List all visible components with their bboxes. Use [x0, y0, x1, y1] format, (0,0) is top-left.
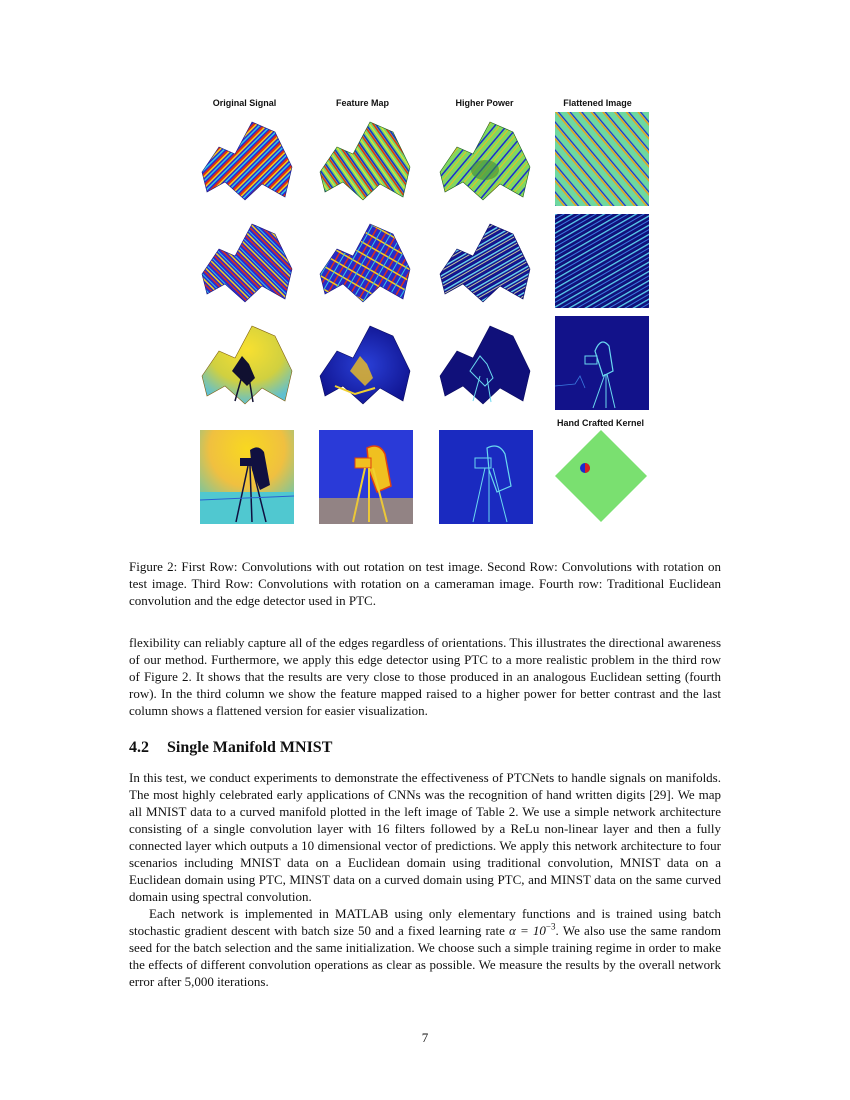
paragraph-3-text-a: Each network is implemented in MATLAB using only elementary functions and is trained using batch stochastic gradient descent with batch size 50 and a fixed learning rate — [129, 906, 721, 938]
row3-higher-power-surface — [435, 316, 535, 406]
row3-flattened-image — [555, 316, 649, 410]
row4-original-cameraman-image — [200, 430, 294, 524]
figure — [195, 98, 655, 528]
learning-rate-exponent: −3 — [545, 921, 556, 932]
row2-feature-map-surface — [315, 214, 415, 304]
row2-higher-power-surface — [435, 214, 535, 304]
row4-feature-map-image — [319, 430, 413, 524]
row1-higher-power-surface — [435, 112, 535, 202]
row3-feature-map-surface — [315, 316, 415, 406]
paragraph-3-text-b: . We also use the same random seed for the batch selection and the same initialization. We choose such a simple training regime in order to make the effects of different convolution operations as clear as possible. We measure the results by the overall network error after 5,000 iterations. — [129, 923, 721, 989]
learning-rate-math: α = 10 — [509, 923, 546, 938]
figure-caption: Figure 2: First Row: Convolutions with out rotation on test image. Second Row: Convolutions with rotation on test image. Third Row: Convolutions with rotation on a cameraman image. Fourth row: Traditional Euclidean convolution and the edge detector used in PTC. — [129, 559, 721, 608]
row3-original-signal-surface — [197, 316, 297, 406]
column-title-original-signal: Original Signal — [212, 98, 277, 108]
section-heading — [129, 739, 332, 757]
row2-flattened-image — [555, 214, 649, 308]
hand-crafted-kernel-image — [553, 428, 649, 524]
paragraph-2: In this test, we conduct experiments to demonstrate the effectiveness of PTCNets to handle signals on manifolds. The most highly celebrated early applications of CNNs was the recognition of hand written digits [29]. We map all MNIST data to a curved manifold plotted in the left image of Table 2. We use a simple network architecture consisting of a single convolution layer with 16 filters followed by a ReLu non-linear layer and then a fully connected layer which outputs a 10 dimensional vector of predictions. We apply this network architecture to four scenarios including MNIST data on a Euclidean domain using traditional convolution, MNIST data on a Euclidean domain using PTC, MINST data on a curved domain using PTC, and MINST data on the same curved domain using spectral convolution. — [129, 770, 721, 904]
row1-flattened-image — [555, 112, 649, 206]
row4-higher-power-image — [439, 430, 533, 524]
row2-original-signal-surface — [197, 214, 297, 304]
row1-feature-map-surface — [315, 112, 415, 202]
hand-crafted-kernel-label: Hand Crafted Kernel — [556, 418, 645, 428]
page-number: 7 — [421, 1030, 429, 1045]
column-title-higher-power: Higher Power — [455, 98, 514, 108]
column-title-flattened-image: Flattened Image — [563, 98, 632, 108]
section-number: 4.2 — [129, 739, 149, 756]
section-title: Single Manifold MNIST — [167, 739, 333, 756]
paragraph-1: flexibility can reliably capture all of the edges regardless of orientations. This illustrates the directional awareness of our method. Furthermore, we apply this edge detector using PTC to a more realistic problem in the third row of Figure 2. It shows that the results are very close to those produced in an analogous Euclidean setting (fourth row). In the third column we show the feature mapped raised to a higher power for better contrast and the last column shows a flattened version for easier visualization. — [129, 635, 721, 718]
column-title-feature-map: Feature Map — [335, 98, 389, 108]
row1-original-signal-surface — [197, 112, 297, 202]
paragraph-3 — [129, 905, 721, 990]
